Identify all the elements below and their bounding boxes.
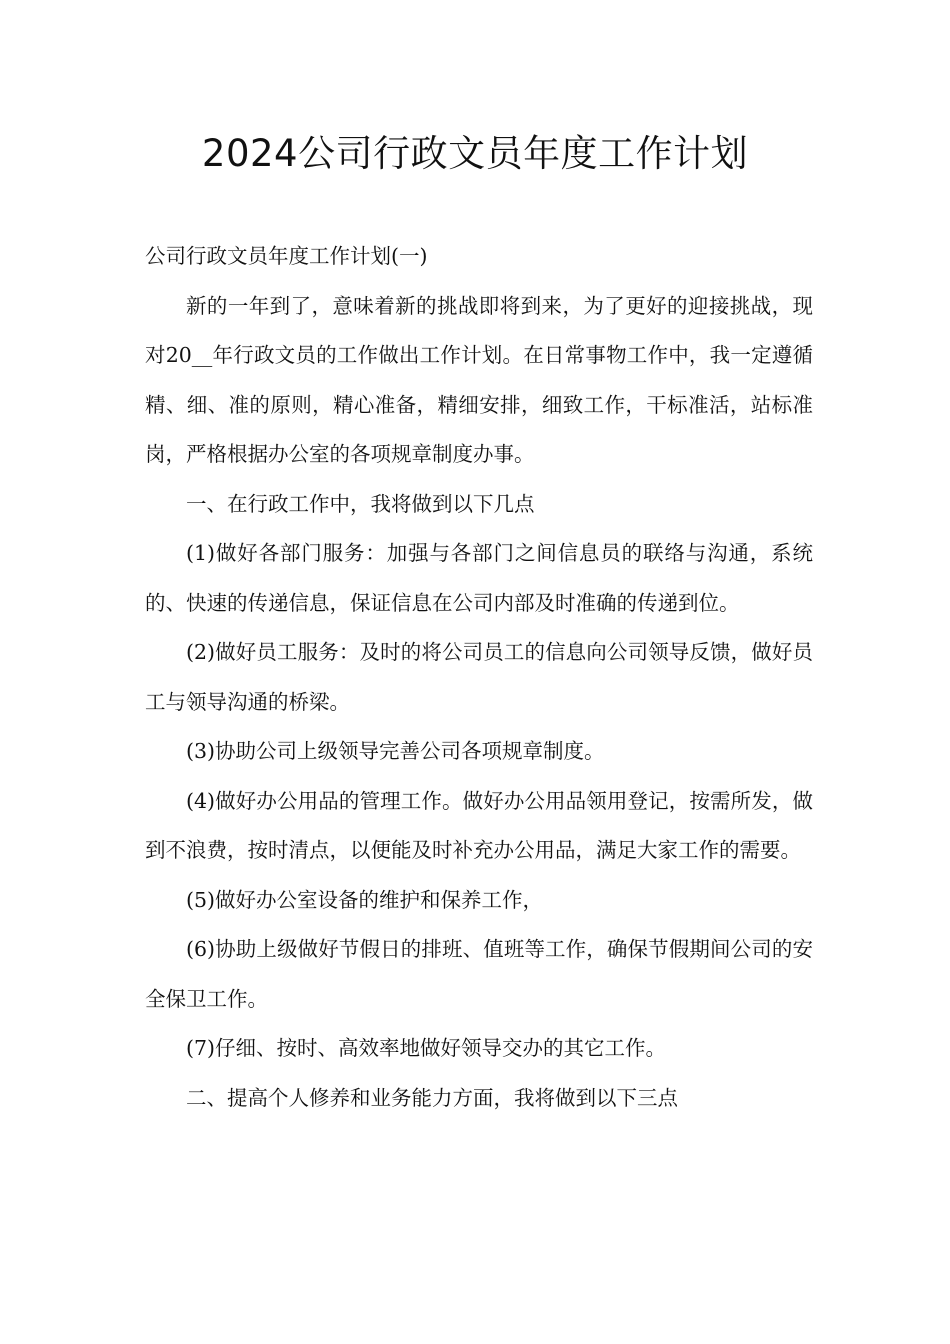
document-body: [145, 232, 813, 1123]
paragraph-intro: 新的一年到了，意味着新的挑战即将到来，为了更好的迎接挑战，现对20__年行政文员的工作做出工作计划。在日常事物工作中，我一定遵循精、细、准的原则，精心准备，精细安排，细致工作，干标准活，站标准岗，严格根据办公室的各项规章制度办事。: [145, 293, 813, 466]
list-item-7: (7)仔细、按时、高效率地做好领导交办的其它工作。: [186, 1036, 667, 1060]
list-item-2: (2)做好员工服务：及时的将公司员工的信息向公司领导反馈，做好员工与领导沟通的桥梁。: [145, 640, 813, 714]
list-item-5: (5)做好办公室设备的维护和保养工作，: [186, 887, 544, 912]
section-subtitle: 公司行政文员年度工作计划(一): [145, 244, 428, 268]
list-item-1: (1)做好各部门服务：加强与各部门之间信息员的联络与沟通，系统的、快速的传递信息，保证信息在公司内部及时准确的传递到位。: [145, 541, 813, 615]
section-heading-2: 二、提高个人修养和业务能力方面，我将做到以下三点: [186, 1085, 678, 1110]
list-item-3: (3)协助公司上级领导完善公司各项规章制度。: [186, 739, 605, 763]
section-heading-1: 一、在行政工作中，我将做到以下几点: [186, 491, 535, 516]
list-item-4: (4)做好办公用品的管理工作。做好办公用品领用登记，按需所发，做到不浪费，按时清点，以便能及时补充办公用品，满足大家工作的需要。: [145, 788, 813, 862]
list-item-6: (6)协助上级做好节假日的排班、值班等工作，确保节假期间公司的安全保卫工作。: [145, 937, 813, 1011]
document-title: 2024公司行政文员年度工作计划: [201, 132, 749, 175]
